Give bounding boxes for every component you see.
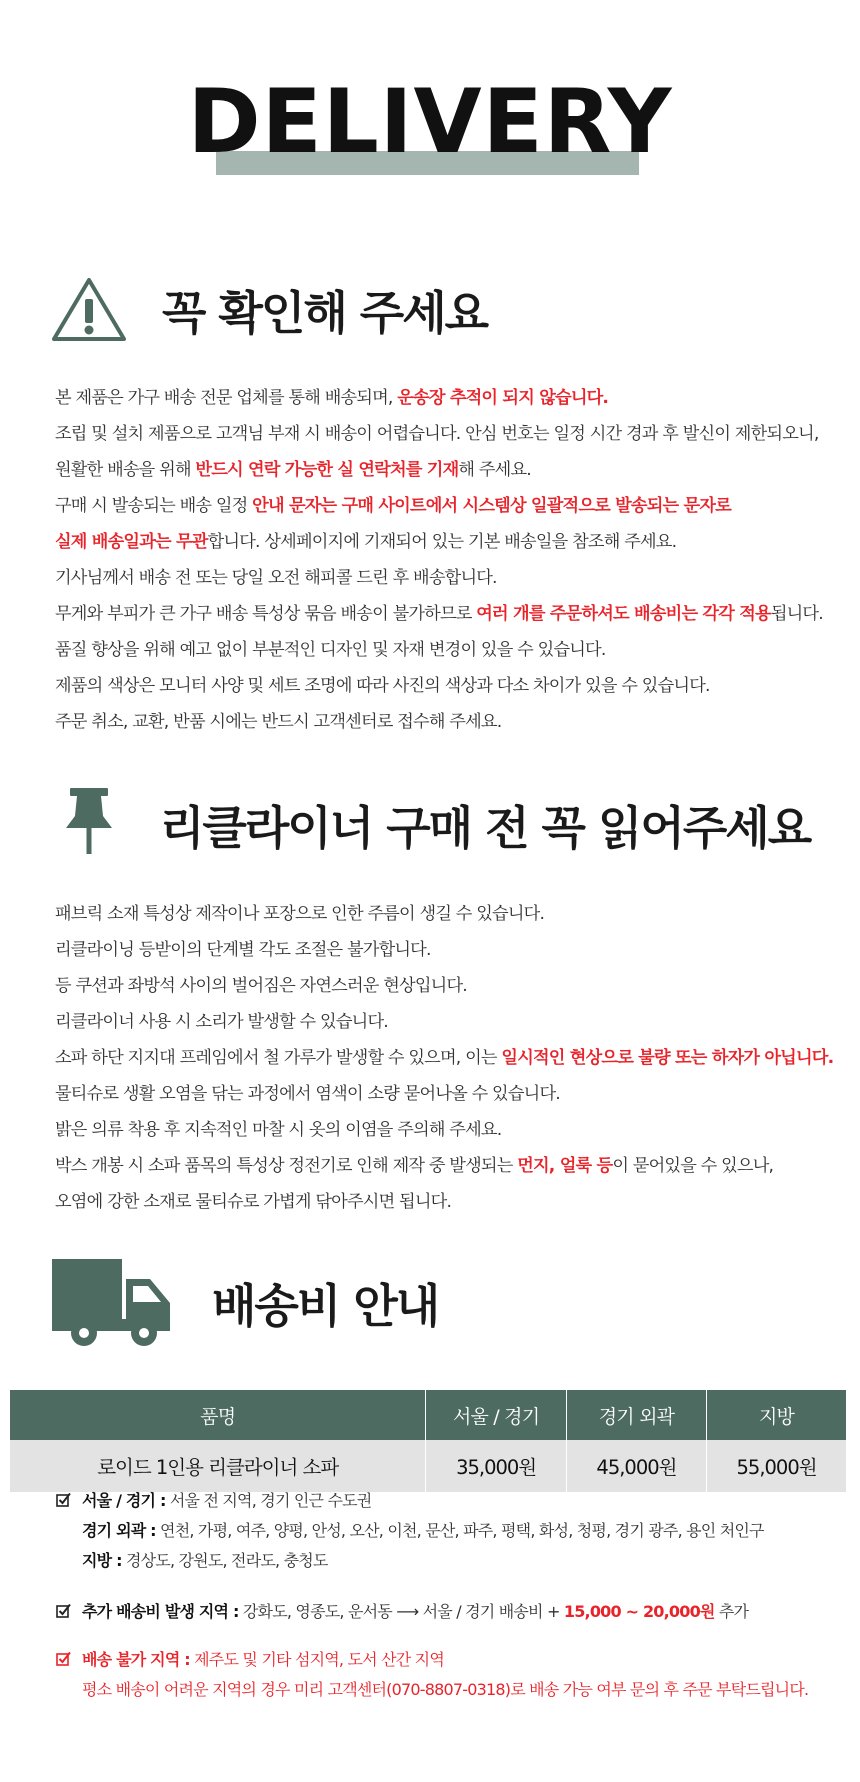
table-cell: 35,000원 (426, 1440, 566, 1492)
notice-text: 물티슈로 생활 오염을 닦는 과정에서 염색이 소량 묻어나올 수 있습니다. (55, 1084, 560, 1104)
notice-list (55, 380, 835, 740)
note-label: 지방 : (82, 1551, 122, 1570)
notice-text: 이 묻어있을 수 있으나, (612, 1156, 774, 1176)
table-header-cell: 경기 외곽 (566, 1390, 706, 1440)
notice-line (55, 1184, 835, 1220)
note-text: 추가 (714, 1602, 749, 1621)
notice-line (55, 452, 835, 488)
notice-text: 무게와 부피가 큰 가구 배송 특성상 묶음 배송이 불가하므로 (55, 604, 477, 624)
notice-text: 패브릭 소재 특성상 제작이나 포장으로 인한 주름이 생길 수 있습니다. (55, 904, 545, 924)
notice-text: 밝은 의류 착용 후 지속적인 마찰 시 옷의 이염을 주의해 주세요. (55, 1120, 502, 1140)
note-text: 서울 / 경기 배송비 + (418, 1602, 564, 1621)
notice-text: 본 제품은 가구 배송 전문 업체를 통해 배송되며, (55, 388, 398, 408)
notice-text: 기사님께서 배송 전 또는 당일 오전 해피콜 드린 후 배송합니다. (55, 568, 497, 588)
notice-text: 소파 하단 지지대 프레임에서 철 가루가 발생할 수 있으며, 이는 (55, 1048, 502, 1068)
note-text: 경상도, 강원도, 전라도, 충청도 (121, 1551, 328, 1570)
notice-line (55, 416, 835, 452)
warning-icon (50, 275, 128, 345)
page-title: DELIVERY (187, 70, 673, 173)
table-cell: 45,000원 (566, 1440, 706, 1492)
notice-line (55, 668, 835, 704)
highlight-text: 일시적인 현상으로 불량 또는 하자가 아닙니다. (501, 1048, 834, 1068)
note-text: 연천, 가평, 여주, 양평, 안성, 오산, 이천, 문산, 파주, 평택, 화성, 청평, 경기 광주, 용인 처인구 (155, 1521, 764, 1540)
table-header-cell: 지방 (707, 1390, 846, 1440)
note-label: 경기 외곽 : (82, 1521, 156, 1540)
notice-line (55, 932, 835, 968)
highlight-text: 반드시 연락 가능한 실 연락처를 기재 (195, 460, 459, 480)
table-row (10, 1440, 846, 1492)
notice-text: 구매 시 발송되는 배송 일정 (55, 496, 253, 516)
notice-line (55, 1076, 835, 1112)
notice-text: 리클라이닝 등받이의 단계별 각도 조절은 불가합니다. (55, 940, 431, 960)
notice-line (55, 896, 835, 932)
notice-text: 제품의 색상은 모니터 사양 및 세트 조명에 따라 사진의 색상과 다소 차이가 있을 수 있습니다. (55, 676, 710, 696)
notice-text: 박스 개봉 시 소파 품목의 특성상 정전기로 인해 제작 중 발생되는 (55, 1156, 518, 1176)
highlight-text: 실제 배송일과는 무관 (55, 532, 208, 552)
shipping-zone-note (56, 1486, 764, 1576)
pushpin-icon (62, 786, 116, 856)
table-cell: 55,000원 (707, 1440, 846, 1492)
notice-text: 조립 및 설치 제품으로 고객님 부재 시 배송이 어렵습니다. 안심 번호는 일정 시간 경과 후 발신이 제한되오니, (55, 424, 819, 444)
section-title-check: 꼭 확인해 주세요 (162, 286, 488, 340)
note-text: 평소 배송이 어려운 지역의 경우 미리 고객센터(070-8807-0318)로 배송 가능 여부 문의 후 주문 부탁드립니다. (82, 1680, 809, 1699)
notice-text: 해 주세요. (458, 460, 531, 480)
note-text: 강화도, 영종도, 운서동 (238, 1602, 397, 1621)
notice-line (55, 1004, 835, 1040)
section-title-shipping-fee: 배송비 안내 (212, 1279, 439, 1333)
highlight-text: 운송장 추적이 되지 않습니다. (397, 388, 609, 408)
notice-line (55, 524, 835, 560)
note-text: 제주도 및 기타 섬지역, 도서 산간 지역 (189, 1650, 444, 1669)
note-label: 추가 배송비 발생 지역 : (82, 1602, 239, 1621)
no-delivery-note (56, 1645, 808, 1705)
section-title-recliner: 리클라이너 구매 전 꼭 읽어주세요 (160, 801, 811, 855)
notice-text: 합니다. 상세페이지에 기재되어 있는 기본 배송일을 참조해 주세요. (207, 532, 677, 552)
notice-text: 주문 취소, 교환, 반품 시에는 반드시 고객센터로 접수해 주세요. (55, 712, 502, 732)
notice-line (55, 704, 835, 740)
note-label: 서울 / 경기 : (82, 1491, 166, 1510)
note-label: 배송 불가 지역 : (82, 1650, 190, 1669)
highlight-text: 안내 문자는 구매 사이트에서 시스템상 일괄적으로 발송되는 문자로 (252, 496, 731, 516)
arrow-icon: ⟶ (396, 1602, 419, 1621)
notice-line (55, 380, 835, 416)
table-header-cell: 서울 / 경기 (426, 1390, 566, 1440)
notice-line (55, 1040, 835, 1076)
recliner-notice-list (55, 896, 835, 1220)
shipping-fee-table (10, 1390, 846, 1492)
notice-text: 됩니다. (770, 604, 823, 624)
notice-line (55, 1148, 835, 1184)
extra-fee-amount: 15,000 ~ 20,000원 (563, 1602, 715, 1621)
note-text: 서울 전 지역, 경기 인근 수도권 (165, 1491, 372, 1510)
notice-line (55, 1112, 835, 1148)
table-header-cell: 품명 (10, 1390, 426, 1440)
notice-text: 등 쿠션과 좌방석 사이의 벌어짐은 자연스러운 현상입니다. (55, 976, 467, 996)
notice-text: 오염에 강한 소재로 물티슈로 가볍게 닦아주시면 됩니다. (55, 1192, 452, 1212)
highlight-text: 여러 개를 주문하셔도 배송비는 각각 적용 (476, 604, 771, 624)
extra-fee-note (56, 1597, 748, 1627)
notice-line (55, 596, 835, 632)
delivery-truck-icon (50, 1257, 174, 1347)
notice-line (55, 488, 835, 524)
notice-text: 리클라이너 사용 시 소리가 발생할 수 있습니다. (55, 1012, 388, 1032)
notice-text: 원활한 배송을 위해 (55, 460, 196, 480)
table-cell: 로이드 1인용 리클라이너 소파 (10, 1440, 426, 1492)
notice-line (55, 632, 835, 668)
highlight-text: 먼지, 얼룩 등 (517, 1156, 613, 1176)
notice-line (55, 560, 835, 596)
notice-text: 품질 향상을 위해 예고 없이 부분적인 디자인 및 자재 변경이 있을 수 있습니다. (55, 640, 606, 660)
notice-line (55, 968, 835, 1004)
table-header-row (10, 1390, 846, 1440)
